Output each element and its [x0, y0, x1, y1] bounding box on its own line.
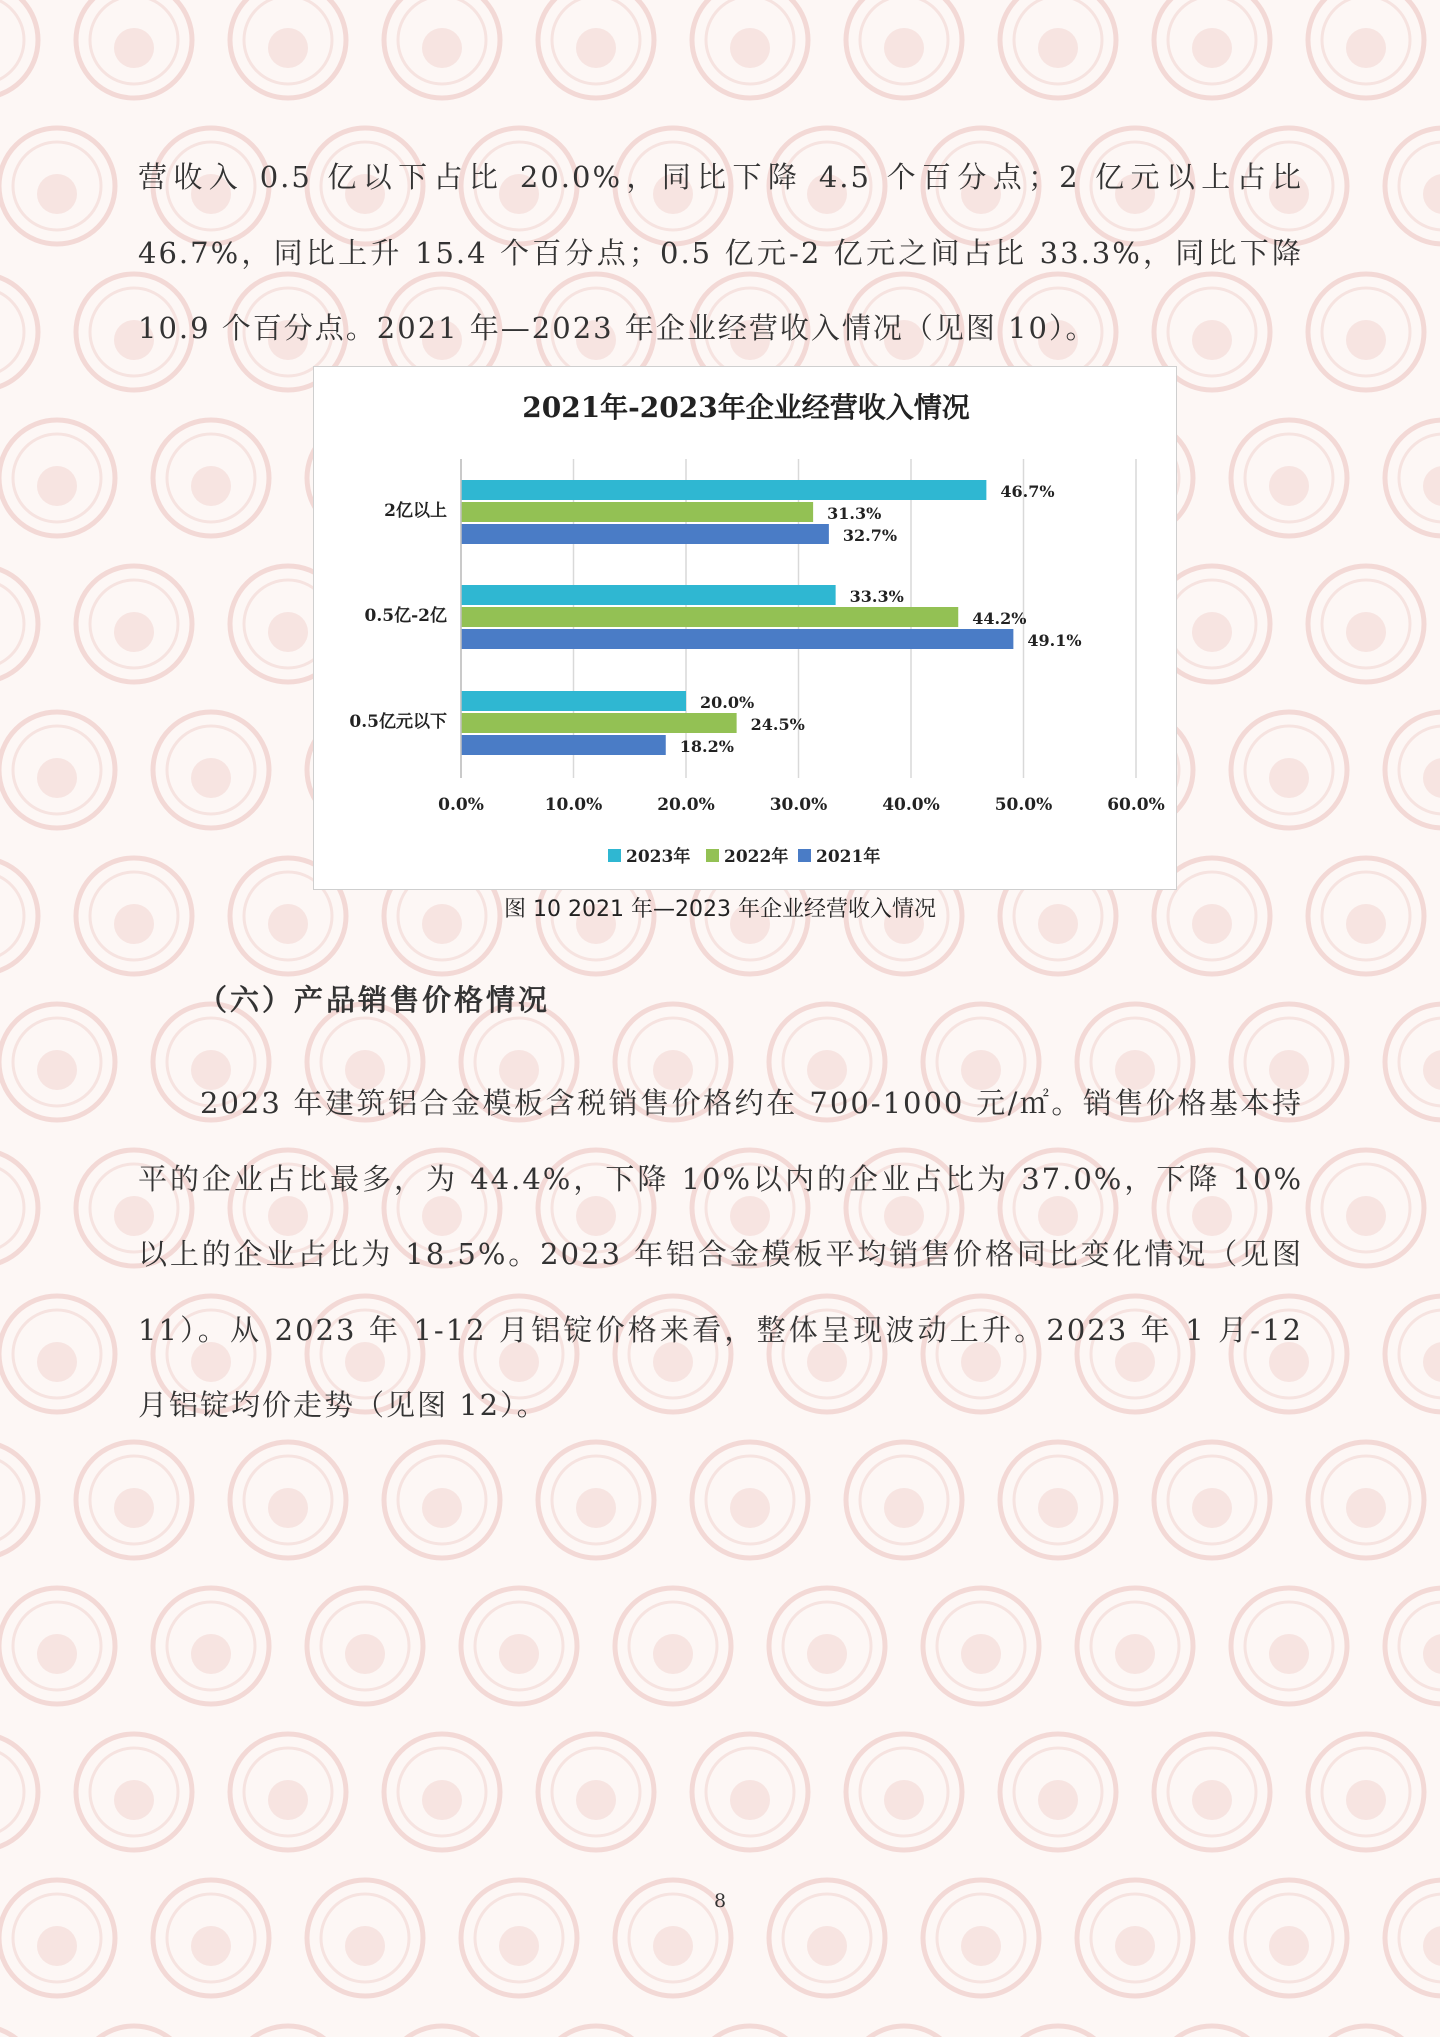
bar: [461, 691, 686, 711]
figure-caption: 图 10 2021 年—2023 年企业经营收入情况: [504, 897, 936, 922]
bar: [461, 524, 829, 544]
bar-data-label: 46.7%: [1000, 482, 1055, 501]
bar: [461, 607, 958, 627]
bar-data-label: 31.3%: [827, 504, 882, 523]
revenue-chart: [313, 366, 1177, 890]
revenue-bar-chart: [314, 367, 1178, 891]
x-tick-label: 50.0%: [994, 795, 1053, 815]
bar: [461, 735, 666, 755]
x-tick-label: 40.0%: [882, 795, 940, 815]
bar-data-label: 44.2%: [972, 609, 1027, 628]
bar-data-label: 49.1%: [1027, 631, 1082, 650]
bar-data-label: 18.2%: [679, 737, 734, 756]
bar-data-label: 24.5%: [750, 715, 805, 734]
category-label: 0.5亿-2亿: [364, 606, 447, 626]
legend-label: 2023年: [626, 847, 691, 867]
bar: [461, 713, 737, 733]
legend-swatch: [608, 849, 621, 862]
legend-label: 2022年: [724, 847, 789, 867]
bar-data-label: 33.3%: [849, 587, 904, 606]
paragraph-revenue-summary: 营收入 0.5 亿以下占比 20.0%，同比下降 4.5 个百分点；2 亿元以上占比 46.7%，同比上升 15.4 个百分点；0.5 亿元-2 亿元之间占比 33.3%，同比下降 10.9 个百分点。2021 年—2023 年企业经营收入情况（见图 10）。: [138, 160, 1303, 345]
legend-swatch: [706, 849, 719, 862]
bar: [461, 480, 986, 500]
x-tick-label: 60.0%: [1107, 795, 1165, 815]
legend-label: 2021年: [816, 847, 881, 867]
chart-title: 2021年-2023年企业经营收入情况: [522, 391, 970, 424]
x-tick-label: 10.0%: [544, 795, 603, 815]
category-label: 0.5亿元以下: [349, 712, 447, 732]
bar-data-label: 20.0%: [700, 693, 755, 712]
x-tick-label: 30.0%: [769, 795, 828, 815]
bar: [461, 502, 813, 522]
bar: [461, 629, 1013, 649]
x-tick-label: 0.0%: [438, 795, 484, 815]
section-heading: （六）产品销售价格情况: [198, 983, 551, 1017]
x-tick-label: 20.0%: [657, 795, 715, 815]
legend-swatch: [798, 849, 811, 862]
paragraph-price-summary: 2023 年建筑铝合金模板含税销售价格约在 700-1000 元/㎡。销售价格基本持平的企业占比最多，为 44.4%，下降 10%以内的企业占比为 37.0%，下降 10%以上的企业占比为 18.5%。2023 年铝合金模板平均销售价格同比变化情况（见图 11）。从 2023 年 1-12 月铝锭价格来看，整体呈现波动上升。2023 年 1 月-12 月铝锭均价走势（见图 12）。: [138, 1086, 1303, 1422]
bar-data-label: 32.7%: [842, 526, 898, 545]
bar: [461, 585, 836, 605]
category-label: 2亿以上: [384, 501, 447, 521]
page-number: 8: [713, 1890, 727, 1912]
